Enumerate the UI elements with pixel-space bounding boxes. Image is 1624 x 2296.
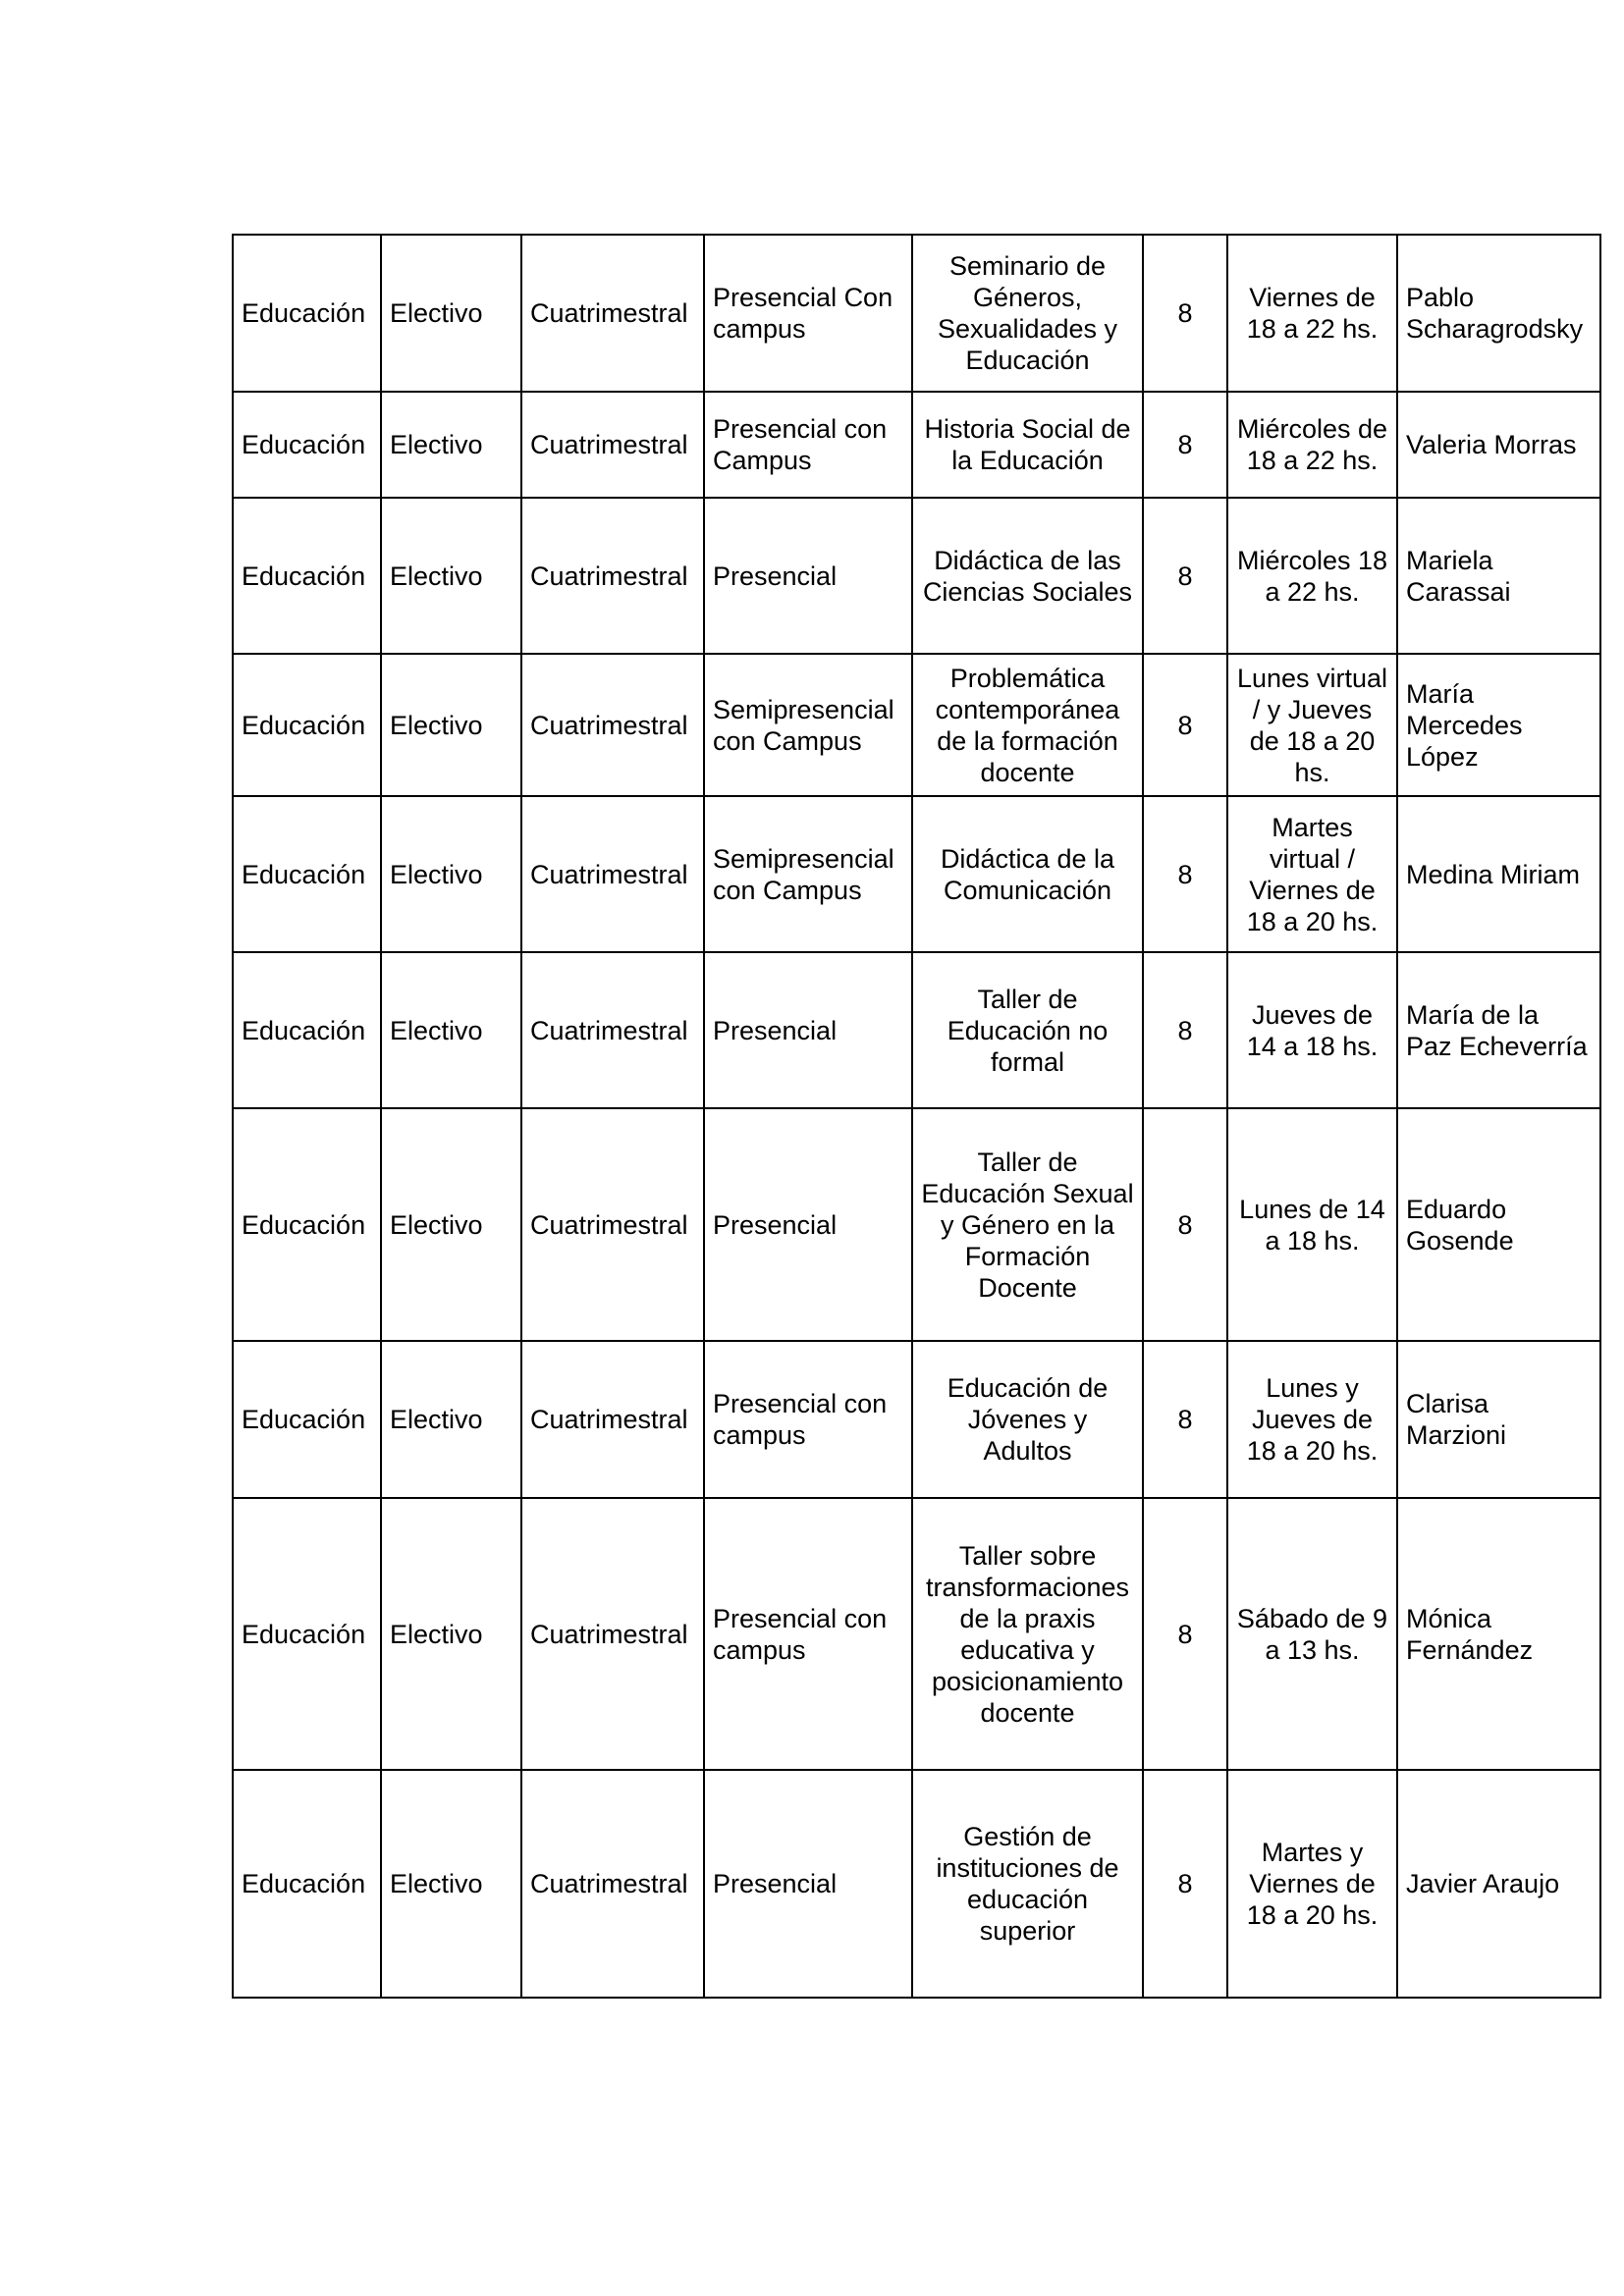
creditos-cell: 8 bbox=[1143, 1341, 1227, 1498]
materia-cell: Taller sobre transformaciones de la praxis educativa y posicionamiento docente bbox=[912, 1498, 1143, 1770]
table-row bbox=[233, 1341, 1600, 1498]
materia-cell: Educación de Jóvenes y Adultos bbox=[912, 1341, 1143, 1498]
area-cell: Educación bbox=[233, 654, 381, 796]
creditos-cell: 8 bbox=[1143, 498, 1227, 654]
area-cell: Educación bbox=[233, 952, 381, 1108]
docente-cell: Clarisa Marzioni bbox=[1397, 1341, 1600, 1498]
docente-cell: María de la Paz Echeverría bbox=[1397, 952, 1600, 1108]
duracion-cell: Cuatrimestral bbox=[521, 392, 704, 498]
area-cell: Educación bbox=[233, 1770, 381, 1998]
materia-cell: Taller de Educación no formal bbox=[912, 952, 1143, 1108]
duracion-cell: Cuatrimestral bbox=[521, 1498, 704, 1770]
horario-cell: Sábado de 9 a 13 hs. bbox=[1227, 1498, 1397, 1770]
horario-cell: Lunes y Jueves de 18 a 20 hs. bbox=[1227, 1341, 1397, 1498]
docente-cell: Mariela Carassai bbox=[1397, 498, 1600, 654]
materia-cell: Gestión de instituciones de educación superior bbox=[912, 1770, 1143, 1998]
materia-cell: Didáctica de las Ciencias Sociales bbox=[912, 498, 1143, 654]
horario-cell: Martes virtual / Viernes de 18 a 20 hs. bbox=[1227, 796, 1397, 952]
horario-cell: Lunes de 14 a 18 hs. bbox=[1227, 1108, 1397, 1341]
duracion-cell: Cuatrimestral bbox=[521, 235, 704, 392]
area-cell: Educación bbox=[233, 392, 381, 498]
horario-cell: Miércoles 18 a 22 hs. bbox=[1227, 498, 1397, 654]
materia-cell: Seminario de Géneros, Sexualidades y Educación bbox=[912, 235, 1143, 392]
docente-cell: Mónica Fernández bbox=[1397, 1498, 1600, 1770]
docente-cell: Javier Araujo bbox=[1397, 1770, 1600, 1998]
tipo-cell: Electivo bbox=[381, 1108, 521, 1341]
materia-cell: Historia Social de la Educación bbox=[912, 392, 1143, 498]
creditos-cell: 8 bbox=[1143, 796, 1227, 952]
table-row bbox=[233, 1770, 1600, 1998]
horario-cell: Miércoles de 18 a 22 hs. bbox=[1227, 392, 1397, 498]
materia-cell: Problemática contemporánea de la formación docente bbox=[912, 654, 1143, 796]
modalidad-cell: Presencial con campus bbox=[704, 1498, 912, 1770]
table-row bbox=[233, 1498, 1600, 1770]
table-row bbox=[233, 235, 1600, 392]
creditos-cell: 8 bbox=[1143, 952, 1227, 1108]
area-cell: Educación bbox=[233, 1108, 381, 1341]
creditos-cell: 8 bbox=[1143, 654, 1227, 796]
modalidad-cell: Presencial con campus bbox=[704, 1341, 912, 1498]
area-cell: Educación bbox=[233, 235, 381, 392]
horario-cell: Viernes de 18 a 22 hs. bbox=[1227, 235, 1397, 392]
modalidad-cell: Presencial bbox=[704, 1108, 912, 1341]
modalidad-cell: Semipresencial con Campus bbox=[704, 796, 912, 952]
docente-cell: María Mercedes López bbox=[1397, 654, 1600, 796]
modalidad-cell: Semipresencial con Campus bbox=[704, 654, 912, 796]
modalidad-cell: Presencial bbox=[704, 498, 912, 654]
creditos-cell: 8 bbox=[1143, 392, 1227, 498]
modalidad-cell: Presencial bbox=[704, 1770, 912, 1998]
horario-cell: Jueves de 14 a 18 hs. bbox=[1227, 952, 1397, 1108]
table-row bbox=[233, 498, 1600, 654]
creditos-cell: 8 bbox=[1143, 1498, 1227, 1770]
tipo-cell: Electivo bbox=[381, 654, 521, 796]
duracion-cell: Cuatrimestral bbox=[521, 796, 704, 952]
area-cell: Educación bbox=[233, 1498, 381, 1770]
tipo-cell: Electivo bbox=[381, 1498, 521, 1770]
duracion-cell: Cuatrimestral bbox=[521, 654, 704, 796]
table-body bbox=[233, 235, 1600, 1998]
tipo-cell: Electivo bbox=[381, 235, 521, 392]
table-row bbox=[233, 654, 1600, 796]
materia-cell: Taller de Educación Sexual y Género en la Formación Docente bbox=[912, 1108, 1143, 1341]
table-row bbox=[233, 952, 1600, 1108]
table-row bbox=[233, 392, 1600, 498]
area-cell: Educación bbox=[233, 796, 381, 952]
area-cell: Educación bbox=[233, 1341, 381, 1498]
horario-cell: Lunes virtual / y Jueves de 18 a 20 hs. bbox=[1227, 654, 1397, 796]
creditos-cell: 8 bbox=[1143, 1108, 1227, 1341]
modalidad-cell: Presencial con Campus bbox=[704, 392, 912, 498]
duracion-cell: Cuatrimestral bbox=[521, 1341, 704, 1498]
table-row bbox=[233, 796, 1600, 952]
tipo-cell: Electivo bbox=[381, 1341, 521, 1498]
modalidad-cell: Presencial bbox=[704, 952, 912, 1108]
duracion-cell: Cuatrimestral bbox=[521, 498, 704, 654]
materia-cell: Didáctica de la Comunicación bbox=[912, 796, 1143, 952]
docente-cell: Valeria Morras bbox=[1397, 392, 1600, 498]
tipo-cell: Electivo bbox=[381, 1770, 521, 1998]
table-row bbox=[233, 1108, 1600, 1341]
docente-cell: Medina Miriam bbox=[1397, 796, 1600, 952]
course-schedule-table bbox=[232, 234, 1601, 1999]
tipo-cell: Electivo bbox=[381, 796, 521, 952]
modalidad-cell: Presencial Con campus bbox=[704, 235, 912, 392]
duracion-cell: Cuatrimestral bbox=[521, 1770, 704, 1998]
creditos-cell: 8 bbox=[1143, 1770, 1227, 1998]
tipo-cell: Electivo bbox=[381, 952, 521, 1108]
docente-cell: Pablo Scharagrodsky bbox=[1397, 235, 1600, 392]
tipo-cell: Electivo bbox=[381, 498, 521, 654]
docente-cell: Eduardo Gosende bbox=[1397, 1108, 1600, 1341]
creditos-cell: 8 bbox=[1143, 235, 1227, 392]
duracion-cell: Cuatrimestral bbox=[521, 952, 704, 1108]
duracion-cell: Cuatrimestral bbox=[521, 1108, 704, 1341]
tipo-cell: Electivo bbox=[381, 392, 521, 498]
area-cell: Educación bbox=[233, 498, 381, 654]
horario-cell: Martes y Viernes de 18 a 20 hs. bbox=[1227, 1770, 1397, 1998]
